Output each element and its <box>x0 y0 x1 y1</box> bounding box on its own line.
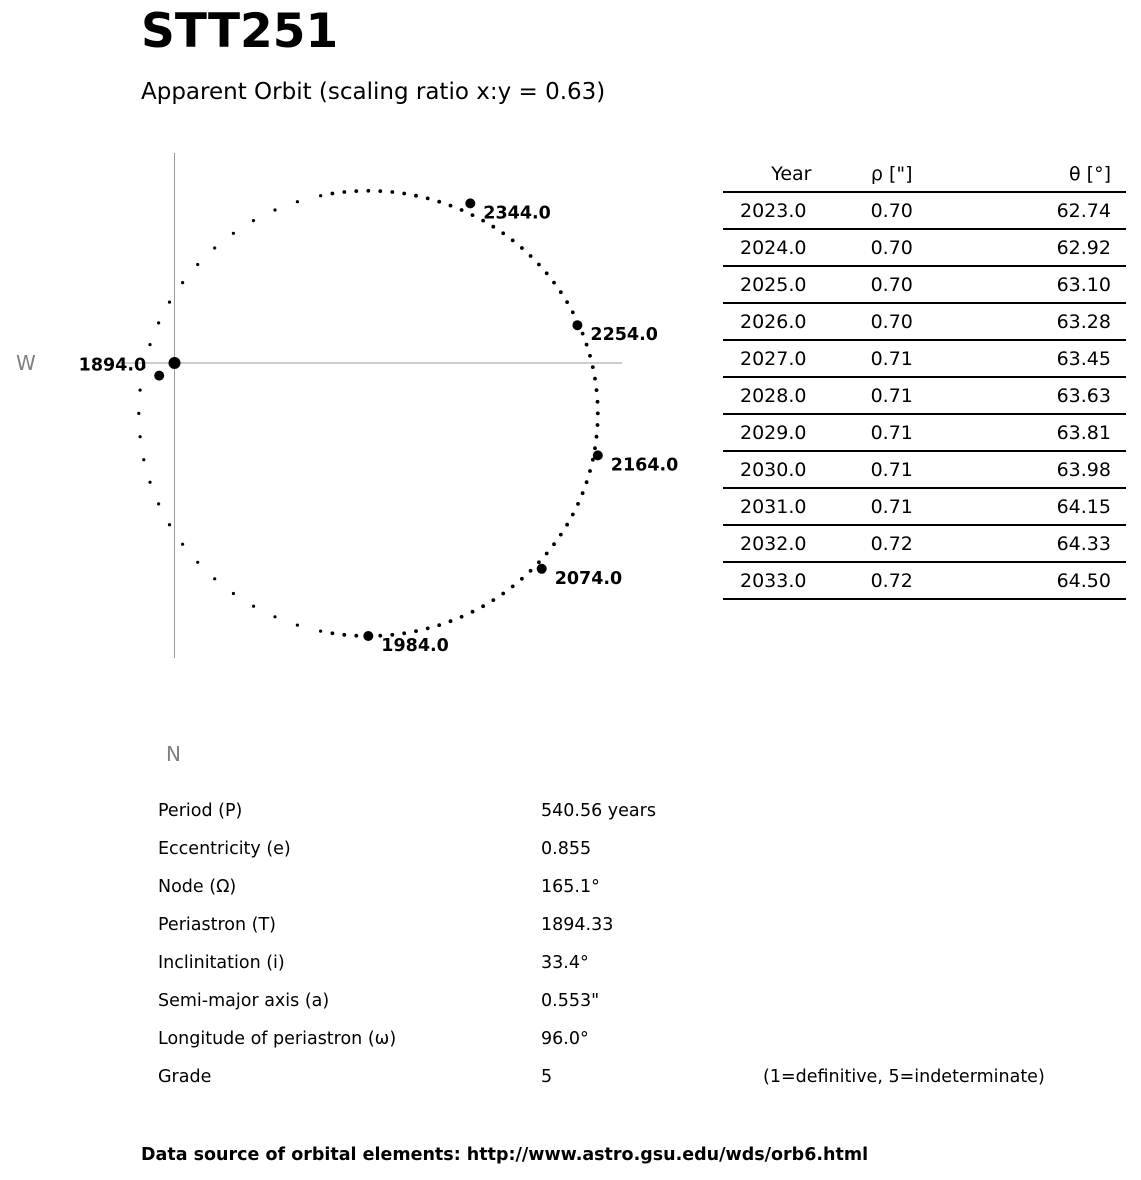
year-cell: 2028.0 <box>723 377 821 414</box>
orbit-point <box>501 592 505 596</box>
orbit-point <box>252 219 255 222</box>
orbit-point <box>595 435 599 439</box>
orbit-point <box>139 389 142 392</box>
orbit-point <box>342 190 346 194</box>
orbit-point <box>252 605 255 608</box>
year-cell: 2025.0 <box>723 266 821 303</box>
orbit-point <box>460 208 464 212</box>
orbit-point <box>139 435 142 438</box>
epoch-marker <box>154 371 164 381</box>
orbit-point <box>588 354 592 358</box>
orbit-point <box>402 631 406 635</box>
element-value: 1894.33 <box>541 915 614 935</box>
orbit-point <box>402 192 406 196</box>
element-name: Eccentricity (e) <box>158 839 291 859</box>
orbit-point <box>593 377 597 381</box>
column-header-theta: θ [°] <box>962 156 1126 192</box>
rho-cell: 0.72 <box>821 525 962 562</box>
rho-cell: 0.71 <box>821 414 962 451</box>
orbit-point <box>273 208 276 211</box>
orbit-point <box>342 633 346 637</box>
orbit-point <box>414 194 418 198</box>
orbit-point <box>571 310 575 314</box>
theta-cell: 64.15 <box>962 488 1126 525</box>
year-cell: 2029.0 <box>723 414 821 451</box>
element-value: 165.1° <box>541 877 600 897</box>
theta-cell: 63.98 <box>962 451 1126 488</box>
orbit-point <box>196 561 199 564</box>
orbit-point <box>585 343 589 347</box>
orbit-point <box>537 263 541 267</box>
rho-cell: 0.71 <box>821 340 962 377</box>
orbit-point <box>491 598 495 602</box>
orbit-point <box>181 281 184 284</box>
element-value: 96.0° <box>541 1029 589 1049</box>
orbit-point <box>596 400 600 404</box>
orbit-point <box>213 246 216 249</box>
rho-cell: 0.71 <box>821 377 962 414</box>
theta-cell: 63.63 <box>962 377 1126 414</box>
orbit-point <box>576 502 580 506</box>
north-direction-label: N <box>166 742 181 766</box>
year-cell: 2032.0 <box>723 525 821 562</box>
table-row <box>723 192 1126 229</box>
element-value: 540.56 years <box>541 801 656 821</box>
orbit-point <box>437 200 441 204</box>
rho-cell: 0.70 <box>821 303 962 340</box>
theta-cell: 63.81 <box>962 414 1126 451</box>
year-cell: 2033.0 <box>723 562 821 599</box>
rho-cell: 0.71 <box>821 488 962 525</box>
ephemeris-header-row <box>723 156 1126 192</box>
year-cell: 2030.0 <box>723 451 821 488</box>
orbit-point <box>565 300 569 304</box>
table-row <box>723 488 1126 525</box>
orbit-point <box>585 480 589 484</box>
element-name: Periastron (T) <box>158 915 276 935</box>
column-header-rho: ρ ["] <box>821 156 962 192</box>
orbit-point <box>157 502 160 505</box>
element-value: 0.855 <box>541 839 592 859</box>
labeled-epochs <box>79 198 679 656</box>
theta-cell: 63.28 <box>962 303 1126 340</box>
element-name: Longitude of periastron (ω) <box>158 1029 397 1049</box>
orbit-point <box>296 624 299 627</box>
epoch-marker <box>537 564 547 574</box>
orbit-point <box>511 585 515 589</box>
year-cell: 2027.0 <box>723 340 821 377</box>
rho-cell: 0.71 <box>821 451 962 488</box>
orbit-point <box>232 592 235 595</box>
theta-cell: 62.92 <box>962 229 1126 266</box>
orbit-point <box>511 239 515 243</box>
orbit-point <box>545 271 549 275</box>
rho-cell: 0.70 <box>821 266 962 303</box>
orbit-point <box>545 552 549 556</box>
element-name: Grade <box>158 1067 212 1087</box>
orbit-point <box>501 231 505 235</box>
orbit-point <box>273 615 276 618</box>
epoch-marker <box>363 631 373 641</box>
year-cell: 2026.0 <box>723 303 821 340</box>
orbit-point <box>591 365 595 369</box>
orbit-point <box>378 189 382 193</box>
orbit-point <box>354 634 358 638</box>
element-value: 0.553" <box>541 991 600 1011</box>
epoch-label: 2074.0 <box>554 568 623 589</box>
orbit-point <box>331 631 335 635</box>
orbit-point <box>196 263 199 266</box>
element-name: Node (Ω) <box>158 877 237 897</box>
orbit-point <box>366 189 370 193</box>
orbit-point <box>520 246 524 250</box>
orbit-point <box>426 197 430 201</box>
orbit-point <box>588 469 592 473</box>
element-value: 5 <box>541 1067 553 1087</box>
west-direction-label: W <box>16 351 36 375</box>
epoch-label: 1894.0 <box>78 355 147 376</box>
table-row <box>723 303 1126 340</box>
element-name: Inclinitation (i) <box>158 953 285 973</box>
table-row <box>723 340 1126 377</box>
year-cell: 2024.0 <box>723 229 821 266</box>
orbit-point <box>491 225 495 229</box>
orbit-point <box>596 423 600 427</box>
year-cell: 2031.0 <box>723 488 821 525</box>
orbit-point <box>581 332 585 336</box>
orbit-point <box>168 523 171 526</box>
orbit-point <box>559 290 563 294</box>
orbit-point <box>471 213 475 217</box>
orbit-point <box>390 190 394 194</box>
orbit-point <box>559 533 563 537</box>
epoch-marker <box>572 320 582 330</box>
orbit-point <box>213 577 216 580</box>
orbit-point <box>331 192 335 196</box>
orbit-point <box>481 604 485 608</box>
table-row <box>723 451 1126 488</box>
epoch-label: 2344.0 <box>483 203 551 224</box>
orbit-point <box>565 523 569 527</box>
orbit-point <box>552 281 556 285</box>
orbit-point <box>537 560 541 564</box>
table-row <box>723 414 1126 451</box>
orbit-point <box>426 627 430 631</box>
orbit-point <box>520 577 524 581</box>
table-row <box>723 525 1126 562</box>
orbit-point <box>460 615 464 619</box>
chart-subtitle: Apparent Orbit (scaling ratio x:y = 0.63) <box>141 79 606 105</box>
orbit-point <box>595 388 599 392</box>
rho-cell: 0.70 <box>821 229 962 266</box>
orbit-point <box>157 321 160 324</box>
data-source-footnote: Data source of orbital elements: http://www.astro.gsu.edu/wds/orb6.html <box>141 1145 869 1165</box>
orbit-point <box>529 254 533 258</box>
theta-cell: 63.10 <box>962 266 1126 303</box>
orbit-point <box>319 194 322 197</box>
table-row <box>723 266 1126 303</box>
element-value: 33.4° <box>541 953 589 973</box>
epoch-label: 2254.0 <box>590 325 658 346</box>
chart-title: STT251 <box>141 4 339 59</box>
epoch-marker <box>593 450 603 460</box>
orbit-point <box>148 343 151 346</box>
orbit-point <box>414 629 418 633</box>
orbit-point <box>581 491 585 495</box>
orbit-point <box>596 412 600 416</box>
epoch-marker <box>465 198 475 208</box>
axes <box>118 153 622 658</box>
table-row <box>723 562 1126 599</box>
orbit-point <box>181 543 184 546</box>
orbit-point <box>437 623 441 627</box>
orbit-point <box>148 481 151 484</box>
orbit-point <box>529 569 533 573</box>
theta-cell: 62.74 <box>962 192 1126 229</box>
element-name: Semi-major axis (a) <box>158 991 330 1011</box>
epoch-label: 2164.0 <box>610 455 679 476</box>
orbit-point <box>168 301 171 304</box>
orbit-point <box>319 630 322 633</box>
orbit-point <box>449 204 453 208</box>
orbit-point <box>571 513 575 517</box>
orbit-point <box>137 412 140 415</box>
orbit-point <box>449 619 453 623</box>
table-row <box>723 229 1126 266</box>
orbit-point <box>471 610 475 614</box>
orbit-point <box>296 200 299 203</box>
orbit-point <box>593 446 597 450</box>
column-header-year: Year <box>723 156 821 192</box>
orbit-path <box>137 189 599 638</box>
orbit-plot <box>0 0 720 790</box>
orbit-point <box>142 458 145 461</box>
rho-cell: 0.70 <box>821 192 962 229</box>
orbit-point <box>232 232 235 235</box>
orbit-point <box>552 542 556 546</box>
element-name: Period (P) <box>158 801 243 821</box>
rho-cell: 0.72 <box>821 562 962 599</box>
theta-cell: 63.45 <box>962 340 1126 377</box>
table-row <box>723 377 1126 414</box>
orbit-point <box>354 189 358 193</box>
primary-star-marker <box>169 357 181 369</box>
ephemeris-table <box>723 156 1126 600</box>
epoch-label: 1984.0 <box>381 636 449 656</box>
grade-scale-note: (1=definitive, 5=indeterminate) <box>763 1067 1045 1087</box>
theta-cell: 64.33 <box>962 525 1126 562</box>
theta-cell: 64.50 <box>962 562 1126 599</box>
year-cell: 2023.0 <box>723 192 821 229</box>
